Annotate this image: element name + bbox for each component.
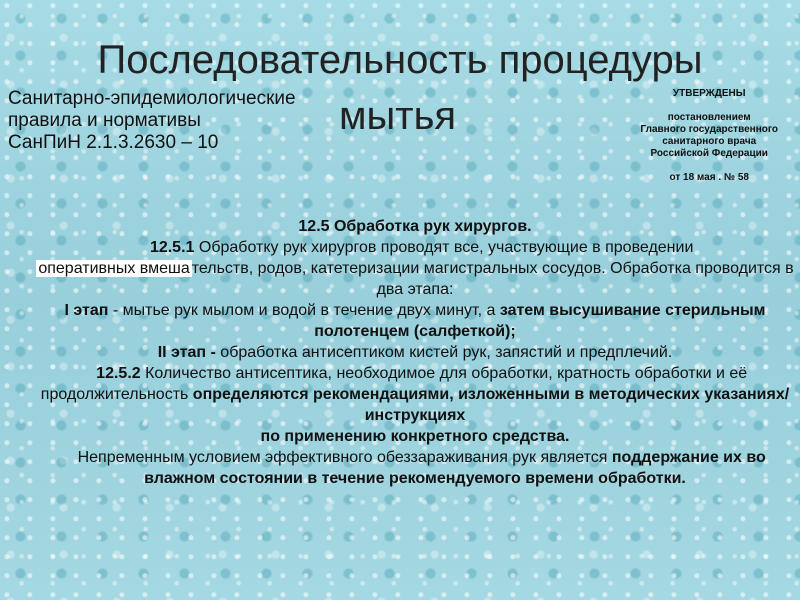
doc-ref-line-2: правила и нормативы: [8, 110, 201, 131]
approval-date: от 18 мая . № 58: [669, 172, 749, 183]
page-title-continuation: мытья: [339, 94, 457, 138]
paragraph-12-5-1: [35, 237, 795, 300]
approval-block: [640, 88, 778, 184]
paragraph-text: Непременным условием эффективного обеззараживания рук является: [77, 449, 612, 466]
paragraph-emphasis: поддержание их во влажном состоянии в течение рекомендуемого времени обработки.: [144, 449, 766, 487]
document-reference: [8, 88, 296, 154]
paragraph-text: Количество антисептика, необходимое для обработки, кратность обработки и её продолжительность: [40, 365, 748, 403]
stage-1-emphasis: затем высушивание стерильным полотенцем (салфеткой);: [314, 302, 766, 340]
paragraph-emphasis: определяются рекомендациями, изложенными в методических указаниях/инструкциях: [192, 386, 790, 424]
stage-1: [35, 300, 795, 342]
paragraph-12-5-2: [35, 363, 795, 447]
stage-2-label: II этап -: [157, 344, 216, 361]
highlighted-text: оперативных вмеша: [38, 260, 190, 277]
stage-2: [35, 342, 795, 363]
paragraph-text: тельств, родов, катетеризации магистральных сосудов. Обработка проводится в два этапа:: [191, 260, 794, 298]
stage-1-text: - мытье рук мылом и водой в течение двух минут, а: [108, 302, 500, 319]
approval-line-4: Российской Федерации: [650, 148, 768, 159]
procedure-text: [35, 216, 795, 489]
page-title: Последовательность процедуры: [97, 38, 703, 82]
doc-ref-line-1: Санитарно-эпидемиологические: [8, 88, 296, 109]
approval-line-2: Главного государственного: [640, 124, 778, 135]
paragraph-number: 12.5.2: [96, 365, 141, 382]
paragraph-conclusion: [35, 447, 795, 489]
paragraph-text: Обработку рук хирургов проводят все, участвующие в проведении: [194, 239, 694, 256]
approval-heading: УТВЕРЖДЕНЫ: [672, 88, 746, 99]
doc-ref-line-3: СанПиН 2.1.3.2630 – 10: [8, 132, 219, 153]
stage-1-label: I этап: [64, 302, 109, 319]
approval-line-1: постановлением: [667, 112, 751, 123]
stage-2-text: обработка антисептиком кистей рук, запястий и предплечий.: [215, 344, 673, 361]
approval-line-3: санитарного врача: [662, 136, 757, 147]
section-heading: 12.5 Обработка рук хирургов.: [298, 218, 532, 235]
paragraph-number: 12.5.1: [149, 239, 195, 256]
paragraph-emphasis: по применению конкретного средства.: [260, 428, 570, 445]
